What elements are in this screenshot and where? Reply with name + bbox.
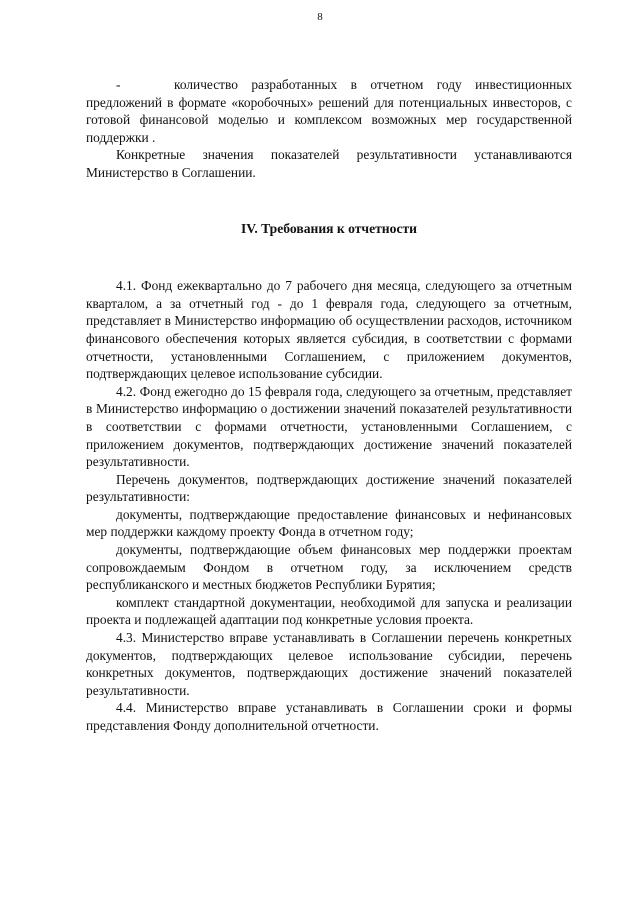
documents-list-intro: Перечень документов, подтверждающих достижение значений показателей результативности: [86,471,572,505]
paragraph-4-3: 4.3. Министерство вправе устанавливать в Соглашении перечень конкретных документов, подтверждающих целевое использование субсидии, перечень конкретных документов, подтверждающих достижение значений показателей результативности. [86,630,572,698]
intro-bullet-text: количество разработанных в отчетном году инвестиционных предложений в формате «коробочных» решений для потенциальных инвесторов, с готовой финансовой моделью и комплексом возможных мер государственной поддержки . [86,77,572,145]
documents-list-item: комплект стандартной документации, необходимой для запуска и реализации проекта и подлежащей адаптации под конкретные условия проекта. [86,594,572,628]
documents-list-item: документы, подтверждающие объем финансовых мер поддержки проектам сопровождаемым Фондом в отчетном году, за исключением средств республиканского и местных бюджетов Республики Бурятия; [86,542,572,593]
documents-list-item: документы, подтверждающие предоставление финансовых и нефинансовых мер поддержки каждому проекту Фонда в отчетном году; [86,506,572,540]
bullet-dash: - [116,77,121,92]
paragraph-4-1: 4.1. Фонд ежеквартально до 7 рабочего дня месяца, следующего за отчетным кварталом, а за отчетный год - до 1 февраля года, следующего за отчетным, представляет в Министерство информацию об осуществлении расходов, источником финансового обеспечения которых является субсидия, в соответствии с формами отчетности, установленными Соглашением, с приложением документов, подтверждающих целевое использование субсидии. [86,278,572,382]
document-body [86,76,572,735]
intro-paragraph: Конкретные значения показателей результативности устанавливаются Министерство в Соглашении. [86,147,572,180]
page-number: 8 [317,11,323,23]
intro-bullet-item [86,76,572,146]
paragraph-4-2: 4.2. Фонд ежегодно до 15 февраля года, следующего за отчетным, представляет в Министерство информацию о достижении значений показателей результативности в соответствии с формами отчетности, установленными Соглашением, с приложением документов, подтверждающих достижение значений показателей результативности. [86,383,572,470]
section-heading: IV. Требования к отчетности [240,220,417,236]
paragraph-4-4: 4.4. Министерство вправе устанавливать в Соглашении сроки и формы представления Фонду дополнительной отчетности. [86,700,572,733]
